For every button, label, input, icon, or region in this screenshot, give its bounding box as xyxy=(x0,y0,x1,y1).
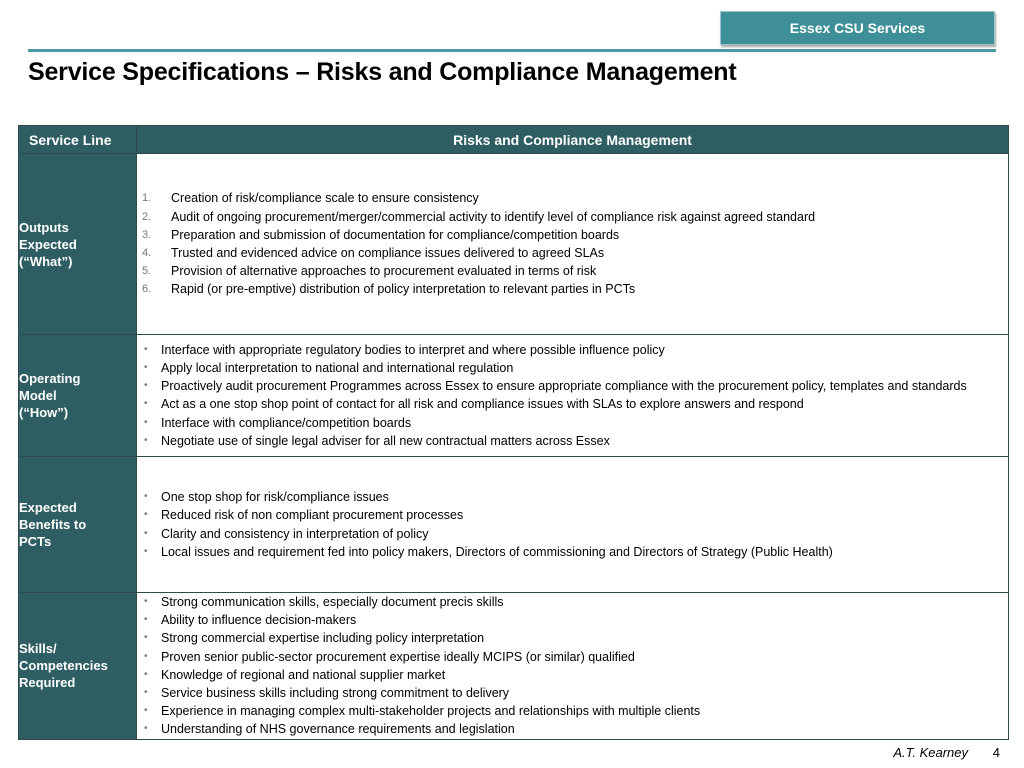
operating-model-list xyxy=(137,341,1008,450)
list-item-text: Apply local interpretation to national and international regulation xyxy=(161,361,514,376)
list-item xyxy=(137,684,1008,702)
item-number: 4. xyxy=(142,247,152,259)
list-item-text: Service business skills including strong commitment to delivery xyxy=(161,686,510,701)
row-label-line: (“How”) xyxy=(19,405,69,420)
list-item-text: Interface with compliance/competition boards xyxy=(161,415,412,430)
page-title: Service Specifications – Risks and Compliance Management xyxy=(28,58,737,86)
bullet-icon: • xyxy=(144,343,148,355)
list-item-text: Provision of alternative approaches to procurement evaluated in terms of risk xyxy=(171,264,597,279)
item-number: 3. xyxy=(142,228,152,241)
list-item-text: Creation of risk/compliance scale to ensure consistency xyxy=(171,191,479,206)
list-item xyxy=(137,208,1008,226)
list-item-text: Preparation and submission of documentation for compliance/competition boards xyxy=(171,227,620,242)
row-label-line: Required xyxy=(19,675,76,691)
table-header-row xyxy=(19,126,1009,154)
header-divider xyxy=(28,49,996,52)
list-item-text: Reduced risk of non compliant procurement processes xyxy=(161,508,464,523)
table-row-skills xyxy=(19,593,1009,740)
list-item xyxy=(137,648,1008,666)
list-item xyxy=(137,414,1008,432)
bullet-icon: • xyxy=(144,527,148,539)
row-label-line: Benefits to xyxy=(19,517,87,532)
col-header-service-line: Service Line xyxy=(19,126,137,154)
bullet-icon: • xyxy=(144,632,148,644)
list-item-text: Interface with appropriate regulatory bodies to interpret and where possible influence policy xyxy=(161,342,665,357)
row-label-line: Operating xyxy=(19,371,81,386)
list-item xyxy=(137,543,1008,561)
bullet-icon: • xyxy=(144,509,148,521)
list-item xyxy=(137,341,1008,359)
bullet-icon: • xyxy=(144,687,148,699)
outputs-list xyxy=(137,189,1008,298)
bullet-icon: • xyxy=(144,491,148,503)
bullet-icon: • xyxy=(144,434,148,446)
list-item-text: Understanding of NHS governance requirements and legislation xyxy=(161,722,515,737)
footer-company: A.T. Kearney xyxy=(893,745,968,760)
list-item xyxy=(137,525,1008,543)
row-label-line: PCTs xyxy=(19,534,52,549)
list-item xyxy=(137,226,1008,244)
list-item xyxy=(137,666,1008,684)
list-item xyxy=(137,359,1008,377)
list-item-text: Strong commercial expertise including policy interpretation xyxy=(161,631,485,646)
list-item-text: Audit of ongoing procurement/merger/commercial activity to identify level of compliance risk against agreed standard xyxy=(171,209,816,224)
list-item-text: Clarity and consistency in interpretation of policy xyxy=(161,526,429,541)
row-label-operating-model xyxy=(19,335,137,457)
row-label-benefits xyxy=(19,457,137,593)
bullet-icon: • xyxy=(144,614,148,626)
list-item xyxy=(137,395,1008,413)
bullet-icon: • xyxy=(144,545,148,557)
list-item-text: One stop shop for risk/compliance issues xyxy=(161,490,389,505)
list-item xyxy=(137,702,1008,720)
row-content-operating-model xyxy=(137,335,1009,457)
bullet-icon: • xyxy=(144,596,148,607)
item-number: 1. xyxy=(142,192,152,205)
list-item-text: Proven senior public-sector procurement expertise ideally MCIPS (or similar) qualified xyxy=(161,649,635,664)
list-item-text: Ability to influence decision-makers xyxy=(161,613,357,628)
list-item-text: Rapid (or pre-emptive) distribution of policy interpretation to relevant parties in PCTs xyxy=(171,282,636,297)
row-label-line: (“What”) xyxy=(19,253,73,269)
skills-list xyxy=(137,593,1008,739)
bullet-icon: • xyxy=(144,668,148,680)
item-number: 2. xyxy=(142,210,152,223)
row-label-line: Expected xyxy=(19,500,77,515)
list-item-text: Trusted and evidenced advice on compliance issues delivered to agreed SLAs xyxy=(171,246,605,260)
row-label-line: Expected xyxy=(19,236,77,252)
list-item xyxy=(137,488,1008,506)
list-item-text: Experience in managing complex multi-stakeholder projects and relationships with multiple clients xyxy=(161,704,701,719)
list-item xyxy=(137,432,1008,450)
row-label-line: Competencies xyxy=(19,658,108,674)
list-item xyxy=(137,377,1008,395)
table-row-outputs xyxy=(19,154,1009,335)
spec-table xyxy=(18,125,1009,740)
item-number: 5. xyxy=(142,265,152,278)
table-row-benefits xyxy=(19,457,1009,593)
row-label-line: Model xyxy=(19,388,57,403)
row-label-outputs xyxy=(19,154,137,335)
list-item xyxy=(137,720,1008,738)
bullet-icon: • xyxy=(144,723,148,735)
table-row-operating-model xyxy=(19,335,1009,457)
bullet-icon: • xyxy=(144,398,148,410)
row-label-line: Skills/ xyxy=(19,641,57,657)
row-content-benefits xyxy=(137,457,1009,593)
list-item xyxy=(137,593,1008,611)
list-item-text: Knowledge of regional and national supplier market xyxy=(161,667,446,682)
list-item-text: Proactively audit procurement Programmes across Essex to ensure appropriate compliance with the procurement policy, templates and standards xyxy=(161,379,967,394)
list-item xyxy=(137,611,1008,629)
row-content-skills xyxy=(137,593,1009,740)
row-content-outputs xyxy=(137,154,1009,335)
benefits-list xyxy=(137,488,1008,561)
bullet-icon: • xyxy=(144,650,148,662)
list-item-text: Strong communication skills, especially document precis skills xyxy=(161,595,504,609)
company-badge: Essex CSU Services xyxy=(720,11,995,45)
bullet-icon: • xyxy=(144,705,148,717)
col-header-risks: Risks and Compliance Management xyxy=(137,126,1009,154)
list-item-text: Act as a one stop shop point of contact for all risk and compliance issues with SLAs to explore answers and respond xyxy=(161,397,804,412)
list-item xyxy=(137,629,1008,647)
list-item xyxy=(137,189,1008,207)
bullet-icon: • xyxy=(144,416,148,428)
list-item xyxy=(137,506,1008,524)
page-number: 4 xyxy=(992,745,1000,760)
list-item xyxy=(137,262,1008,280)
row-label-line: Outputs xyxy=(19,219,69,235)
list-item xyxy=(137,280,1008,298)
row-label-skills xyxy=(19,593,137,740)
item-number: 6. xyxy=(142,283,152,296)
list-item-text: Negotiate use of single legal adviser for all new contractual matters across Essex xyxy=(161,433,610,448)
bullet-icon: • xyxy=(144,380,148,392)
list-item-text: Local issues and requirement fed into policy makers, Directors of commissioning and Directors of Strategy (Public Health) xyxy=(161,544,833,559)
bullet-icon: • xyxy=(144,362,148,374)
list-item xyxy=(137,244,1008,262)
